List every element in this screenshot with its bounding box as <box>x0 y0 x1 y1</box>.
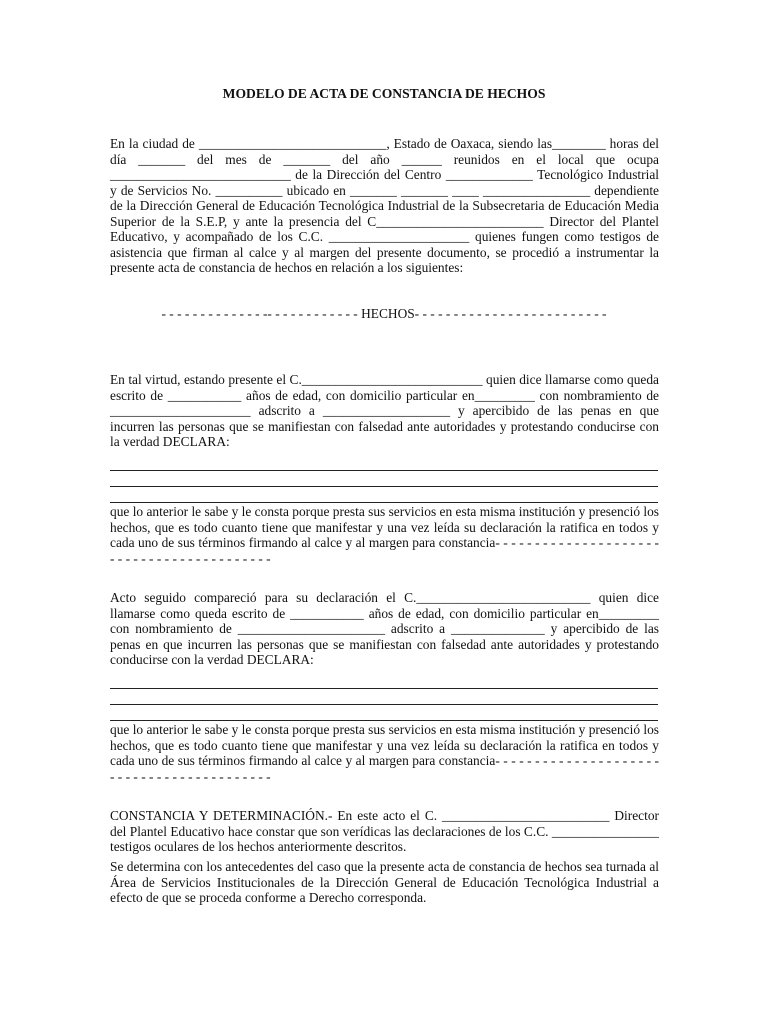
blank-line-1a <box>110 470 658 471</box>
hechos-separator: - - - - - - - - - - - - - -- - - - - - - - - - - - HECHOS- - - - - - - - - - - - - - - - - - - - - - - - - <box>161 306 607 321</box>
constancia-paragraph: CONSTANCIA Y DETERMINACIÓN.- En este acto el C. _________________________ Director del Plantel Educativo hace constar que son verídicas las declaraciones de los C.C. ________________ testigos oculares de los hechos anteriormente descritos. <box>110 808 659 854</box>
document-title: MODELO DE ACTA DE CONSTANCIA DE HECHOS <box>222 86 546 101</box>
blank-line-1c <box>110 502 658 503</box>
blank-line-2c <box>110 720 658 721</box>
declaration-paragraph-2: Acto seguido compareció para su declaración el C.__________________________ quien dice llamarse como queda escrito de ___________ años de edad, con domicilio particular en_________ con nombramiento de ______________________ adscrito a ______________ y apercibido de las penas en que incurren las personas que se manifiestan con falsedad ante autoridades y protestando conducirse con la verdad DECLARA: <box>110 590 659 667</box>
blank-line-2a <box>110 688 658 689</box>
declaration-paragraph-1: En tal virtud, estando presente el C.___________________________ quien dice llamarse como queda escrito de ___________ años de edad, con domicilio particular en_________ con nombramiento de _____________________ adscrito a ___________________ y apercibido de las penas en que incurren las personas que se manifiestan con falsedad ante autoridades y protestando conducirse con la verdad DECLARA: <box>110 372 659 449</box>
intro-paragraph: En la ciudad de ____________________________, Estado de Oaxaca, siendo las________ horas del día _______ del mes de _______ del año ______ reunidos en el local que ocupa ___________________________ de la Dirección del Centro _____________ Tecnológico Industrial y de Servicios No. __________ ubicado en _______ _______ ____ ________________ dependiente de la Dirección General de Educación Tecnológica Industrial de la Subsecretaria de Educación Media Superior de la S.E.P, y ante la presencia del C_________________________ Director del Plantel Educativo, y acompañado de los C.C. _____________________ quienes fungen como testigos de asistencia que firman al calce y al margen del presente documento, se procedió a instrumentar la presente acta de constancia de hechos en relación a los siguientes: <box>110 136 659 275</box>
ratification-paragraph-1: que lo anterior le sabe y le consta porque presta sus servicios en esta misma institución y presenció los hechos, que es todo cuanto tiene que manifestar y una vez leída su declaración la ratifica en todos y cada uno de sus términos firmando al calce y al margen para constancia- - - - - - - - - - - - - - - - - - - - - - - - - - - - - - - - - - - - - - - - - - <box>110 504 659 566</box>
ratification-paragraph-2: que lo anterior le sabe y le consta porque presta sus servicios en esta misma institución y presenció los hechos, que es todo cuanto tiene que manifestar y una vez leída su declaración la ratifica en todos y cada uno de sus términos firmando al calce y al margen para constancia- - - - - - - - - - - - - - - - - - - - - - - - - - - - - - - - - - - - - - - - - - <box>110 722 659 784</box>
blank-line-1b <box>110 486 658 487</box>
determinacion-paragraph: Se determina con los antecedentes del caso que la presente acta de constancia de hechos sea turnada al Área de Servicios Institucionales de la Dirección General de Educación Tecnológica Industrial a efecto de que se proceda conforme a Derecho corresponda. <box>110 859 659 905</box>
blank-line-2b <box>110 704 658 705</box>
